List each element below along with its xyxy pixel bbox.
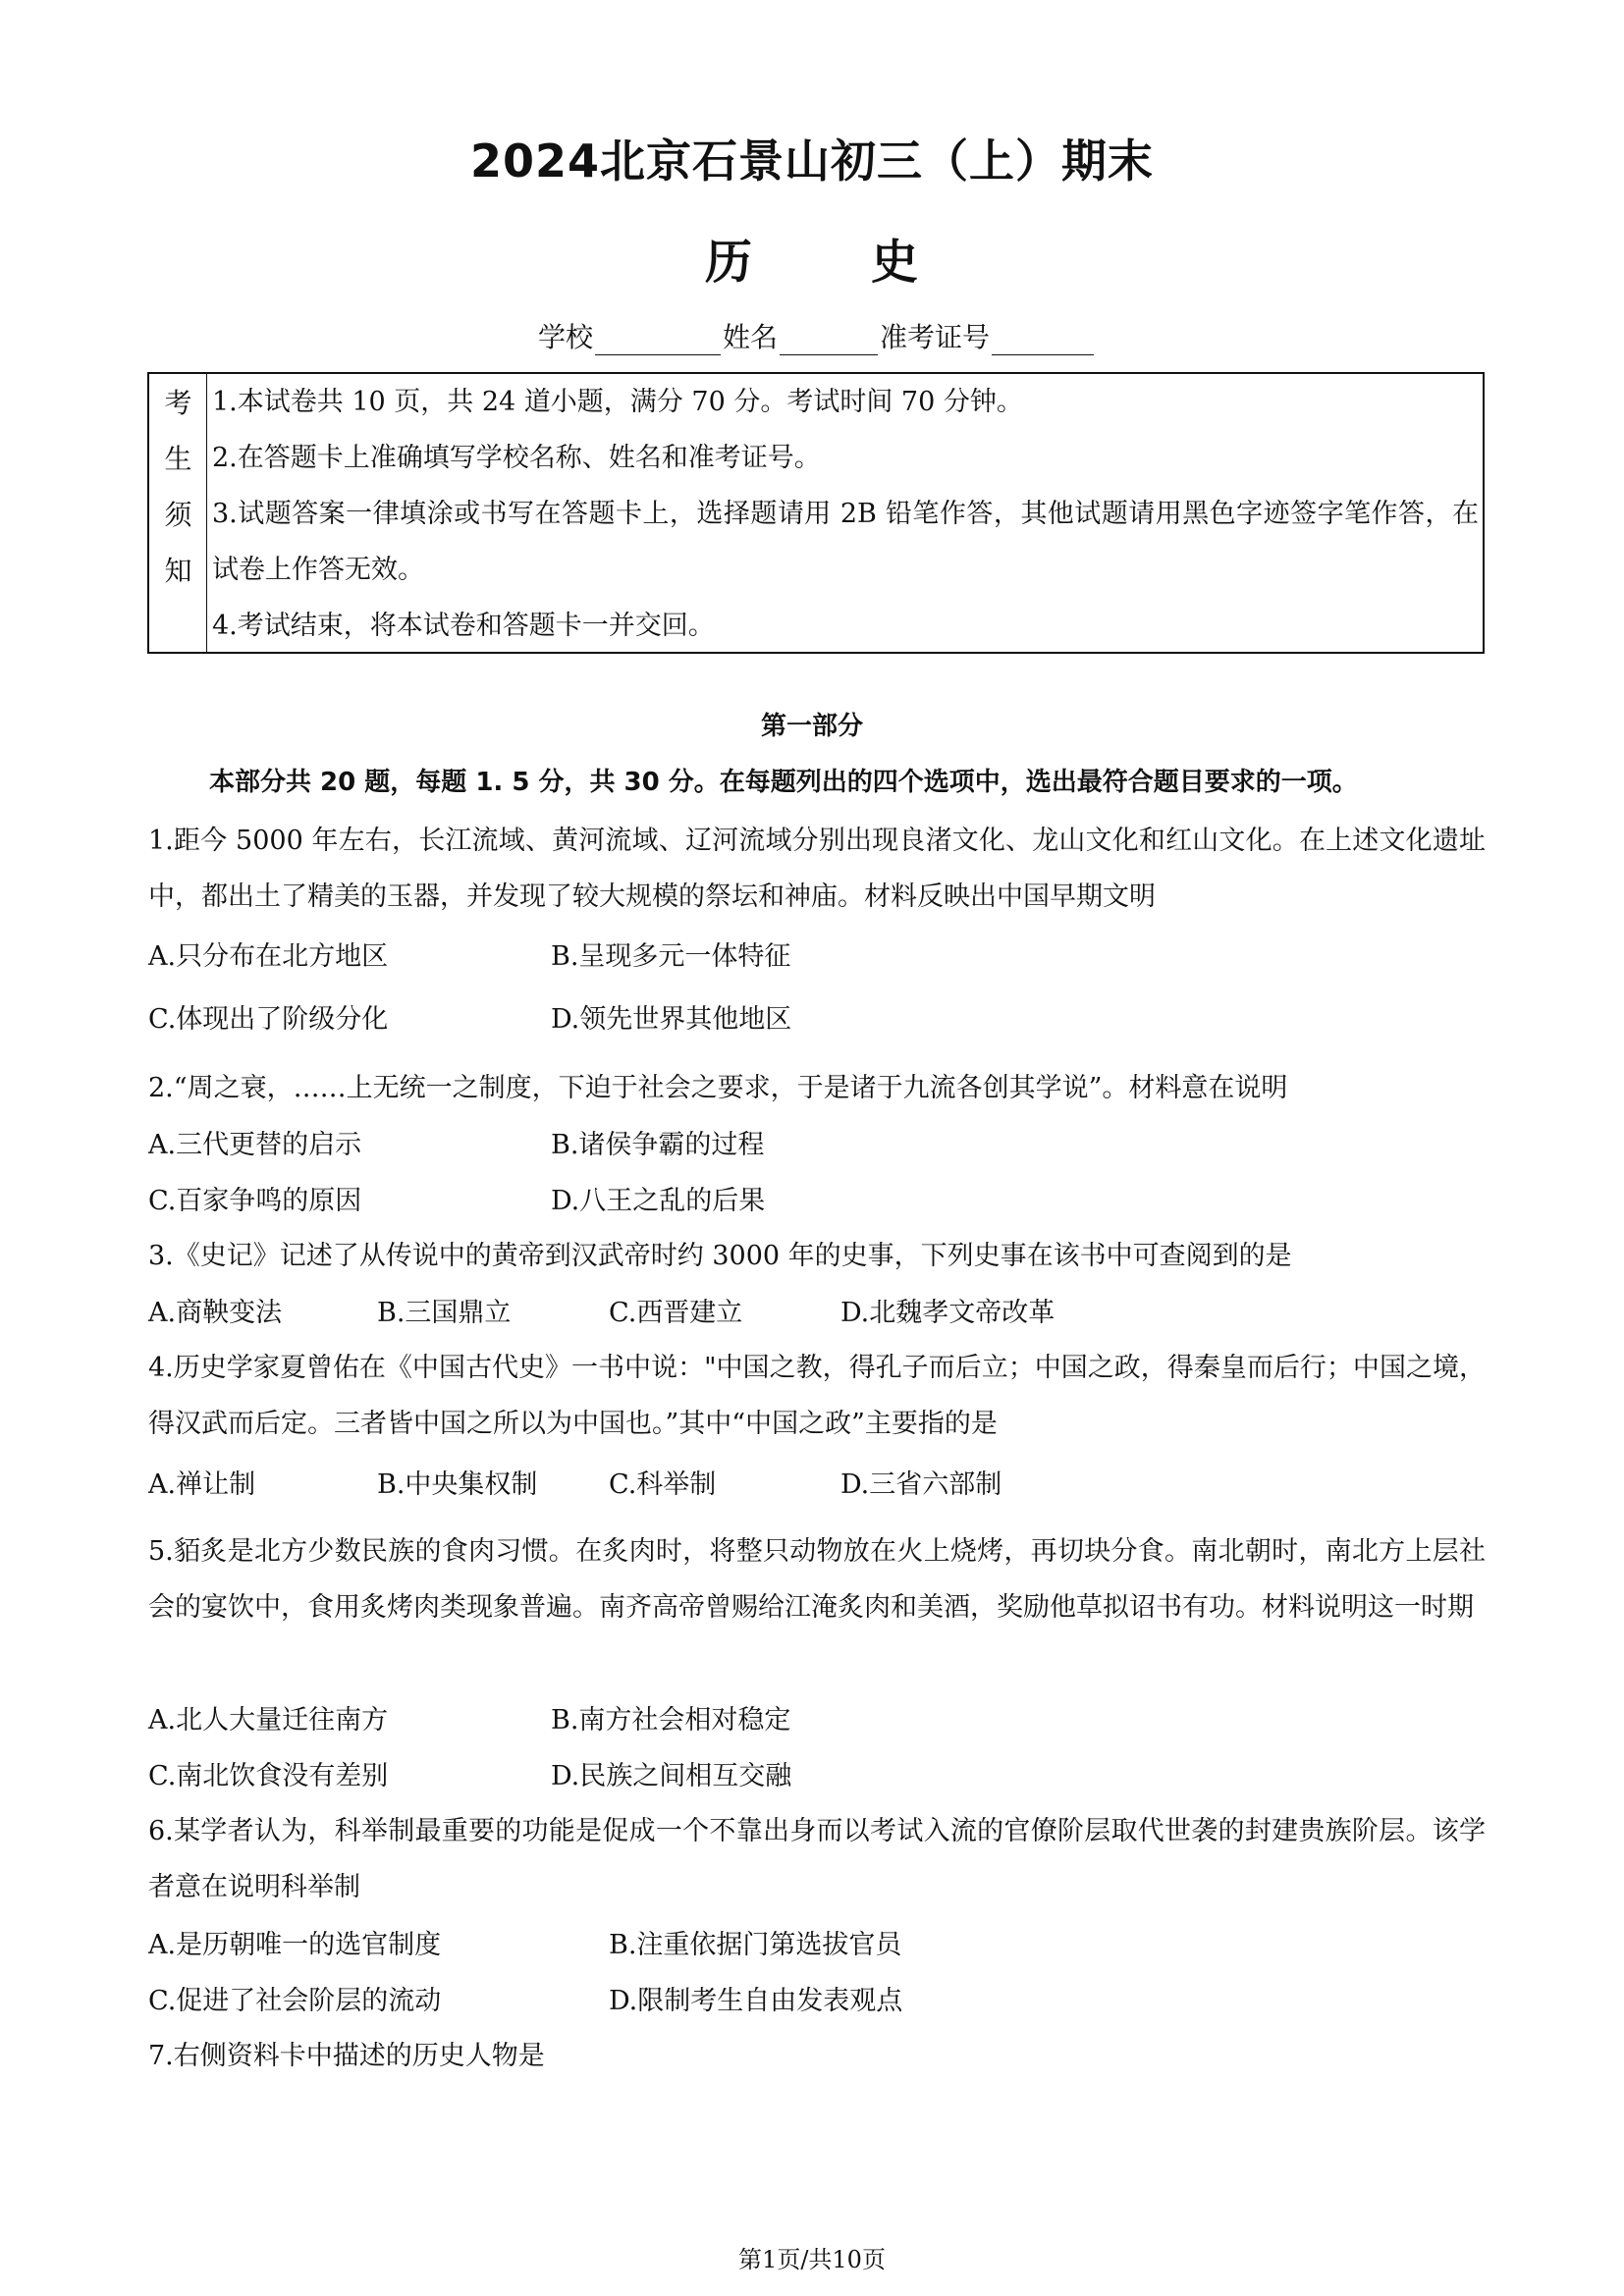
- option-a: A.三代更替的启示: [148, 1130, 362, 1160]
- question-2: [148, 1060, 1486, 1116]
- option-d: D.北魏孝文帝改革: [840, 1298, 1056, 1328]
- question-stem: 3.《史记》记述了从传说中的黄帝到汉武帝时约 3000 年的史事，下列史事在该书中可查阅到的是: [148, 1241, 1292, 1271]
- option-d: D.八王之乱的后果: [551, 1186, 766, 1216]
- id-label: 准考证号: [880, 321, 991, 353]
- notice-side-label: [149, 374, 207, 652]
- question-stem: 5.貊炙是北方少数民族的食肉习惯。在炙肉时，将整只动物放在火上烧烤，再切块分食。南北朝时，南北方上层社会的宴饮中，食用炙烤肉类现象普遍。南齐高帝曾赐给江淹炙肉和美酒，奖励他草拟诏书有功。材料说明这一时期: [148, 1536, 1486, 1623]
- option-c: C.促进了社会阶层的流动: [148, 1986, 442, 2016]
- question-6: [148, 1803, 1486, 1915]
- notice-side-char: 生: [164, 443, 192, 475]
- question-stem: 7.右侧资料卡中描述的历史人物是: [148, 2041, 545, 2071]
- subject-char-2: 史: [871, 235, 920, 290]
- notice-item: 4.考试结束，将本试卷和答题卡一并交回。: [212, 611, 715, 641]
- notice-item: 2.在答题卡上准确填写学校名称、姓名和准考证号。: [212, 443, 821, 473]
- question-stem: 6.某学者认为，科举制最重要的功能是促成一个不靠出身而以考试入流的官僚阶层取代世袭的封建贵族阶层。该学者意在说明科举制: [148, 1816, 1486, 1902]
- option-d: D.民族之间相互交融: [551, 1761, 792, 1791]
- school-label: 学校: [538, 321, 594, 353]
- question-stem: 4.历史学家夏曾佑在《中国古代史》一书中说："中国之教，得孔子而后立；中国之政，得秦皇而后行；中国之境，得汉武而后定。三者皆中国之所以为中国也。”其中“中国之政”主要指的是: [148, 1353, 1486, 1439]
- option-d: D.三省六部制: [840, 1469, 1002, 1500]
- subject-char-1: 历: [704, 235, 753, 290]
- question-7: [148, 2028, 1486, 2084]
- option-c: C.体现出了阶级分化: [148, 1004, 389, 1035]
- option-c: C.西晋建立: [609, 1298, 743, 1328]
- student-info-line: [538, 316, 1096, 355]
- option-c: C.百家争鸣的原因: [148, 1186, 362, 1216]
- subject-title: [0, 224, 1624, 292]
- option-b: B.南方社会相对稳定: [551, 1705, 791, 1735]
- option-d: D.领先世界其他地区: [551, 1004, 792, 1035]
- option-d: D.限制考生自由发表观点: [609, 1986, 903, 2016]
- option-b: B.呈现多元一体特征: [551, 941, 791, 972]
- name-blank[interactable]: [780, 329, 878, 355]
- notice-side-char: 须: [164, 499, 192, 531]
- id-blank[interactable]: [992, 329, 1094, 355]
- question-stem: 2.“周之衰，……上无统一之制度，下迫于社会之要求，于是诸于九流各创其学说”。材料意在说明: [148, 1073, 1288, 1103]
- page-footer: 第1页/共10页: [738, 2246, 886, 2273]
- option-a: A.商鞅变法: [148, 1298, 283, 1328]
- notice-item: 3.试题答案一律填涂或书写在答题卡上，选择题请用 2B 铅笔作答，其他试题请用黑色字迹签字笔作答，在试卷上作答无效。: [212, 499, 1479, 585]
- option-a: A.只分布在北方地区: [148, 941, 389, 972]
- part-title: 第一部分: [760, 712, 863, 741]
- name-label: 姓名: [723, 321, 779, 353]
- option-b: B.中央集权制: [377, 1469, 538, 1500]
- exam-title: 2024北京石景山初三（上）期末: [469, 134, 1155, 187]
- question-5: [148, 1523, 1486, 1635]
- notice-side-char: 考: [164, 387, 192, 419]
- part-instructions: 本部分共 20 题，每题 1. 5 分，共 30 分。在每题列出的四个选项中，选出最符合题目要求的一项。: [209, 768, 1358, 797]
- option-b: B.三国鼎立: [377, 1298, 512, 1328]
- question-stem: 1.距今 5000 年左右，长江流域、黄河流域、辽河流域分别出现良渚文化、龙山文化和红山文化。在上述文化遗址中，都出土了精美的玉器，并发现了较大规模的祭坛和神庙。材料反映出中国早期文明: [148, 826, 1486, 912]
- option-c: C.科举制: [609, 1469, 717, 1500]
- option-b: B.注重依据门第选拔官员: [609, 1930, 902, 1960]
- notice-box: [147, 372, 1485, 654]
- option-a: A.禅让制: [148, 1469, 256, 1500]
- option-c: C.南北饮食没有差别: [148, 1761, 389, 1791]
- notice-item: 1.本试卷共 10 页，共 24 道小题，满分 70 分。考试时间 70 分钟。: [212, 387, 1023, 417]
- school-blank[interactable]: [595, 329, 721, 355]
- question-3: [148, 1228, 1486, 1284]
- option-a: A.北人大量迁往南方: [148, 1705, 389, 1735]
- option-b: B.诸侯争霸的过程: [551, 1130, 765, 1160]
- question-4: [148, 1340, 1486, 1452]
- option-a: A.是历朝唯一的选官制度: [148, 1930, 442, 1960]
- notice-side-char: 知: [164, 555, 192, 587]
- question-1: [148, 813, 1486, 925]
